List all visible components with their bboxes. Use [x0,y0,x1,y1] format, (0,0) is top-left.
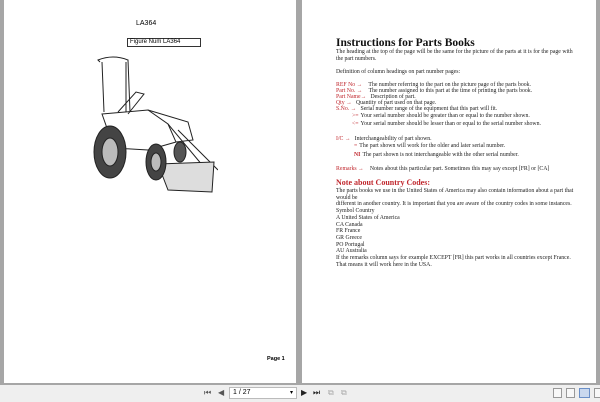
definition-row [336,136,432,143]
definition-row [336,166,549,173]
country-code-line: AU Australia [336,248,367,255]
country-code-line: GR Greece [336,234,362,241]
definition-term: I/C → [336,136,351,142]
page-number-label: Page 1 [267,356,285,362]
definition-text: The number assigned to this part at the time of printing the parts book. [368,88,533,94]
country-code-line: PO Portugal [336,241,365,248]
definition-text: Notes about this particular part. Sometimes this may say except [FR] or [CA] [369,166,550,172]
definition-row [354,143,505,150]
two-page-continuous-view-icon[interactable] [594,388,600,398]
right-page [302,0,596,383]
left-page [4,0,296,383]
country-codes-heading: Note about Country Codes: [336,178,430,187]
definition-term: = [354,143,358,149]
definition-term: Qty → [336,100,352,106]
definition-term: NI [354,152,361,158]
country-code-line: Symbol Country [336,208,375,215]
definition-term: REF No → [336,82,363,88]
definition-row [352,121,541,128]
country-code-line: would be [336,194,358,201]
two-page-view-icon[interactable] [579,388,590,398]
definition-text: The part shown is not interchangeable with the other serial number. [362,152,519,158]
country-code-line: FR France [336,228,361,235]
definition-heading: Definition of column headings on part number pages: [336,69,461,75]
definition-text: Description of part. [370,94,416,100]
definition-term: Part Name→ [336,94,367,100]
viewer-toolbar [0,385,600,402]
first-page-icon[interactable]: ⏮ [204,388,212,397]
single-page-view-icon[interactable] [553,388,562,398]
country-code-line: That means it will work here in the USA. [336,261,432,268]
next-view-icon[interactable]: ⧉ [341,388,347,397]
definition-row [336,106,497,113]
previous-view-icon[interactable]: ⧉ [328,388,334,397]
definition-text: Quantity of part used on that page. [355,100,437,106]
definition-term: Remarks → [336,166,364,172]
figure-value: LA364 [163,39,181,45]
instructions-title: Instructions for Parts Books [336,37,475,49]
country-code-line: The parts books we use in the United States of America may also contain information about a part that [336,188,574,194]
definition-term: S.No. → [336,106,357,112]
page-number-value: 1 / 27 [233,389,251,396]
country-code-line: A United States of America [336,214,400,221]
definition-text: The part shown will work for the older and later serial number. [359,143,506,149]
intro-line: the part numbers. [336,56,377,62]
page-number-input[interactable] [229,387,297,399]
figure-number-box [127,38,201,47]
chevron-down-icon[interactable]: ▾ [289,390,293,396]
intro-line: The heading at the top of the page will be the same for the picture of the parts at it is for the page with [336,49,573,55]
definition-row [354,152,519,159]
definition-text: Serial number range of the equipment that this part will fit. [360,106,498,112]
figure-title: LA364 [136,20,157,27]
definition-text: Your serial number should be lesser than or equal to the serial number shown. [360,121,541,127]
definition-text: Interchangeability of part shown. [354,136,432,142]
last-page-icon[interactable]: ⏭ [313,388,321,397]
continuous-view-icon[interactable] [566,388,575,398]
definition-row [352,113,530,120]
country-code-line: If the remarks column says for example EXCEPT [FR] this part works in all countries except France. [336,255,571,261]
country-code-line: different in another country. It is important that you are aware of the country codes in some instances. [336,201,572,208]
definition-term: Part No. → [336,88,363,94]
tractor-loader-illustration [18,52,218,202]
previous-page-icon[interactable]: ◀ [218,388,225,397]
definition-text: The number referring to the part on the picture page of the parts book. [368,82,531,88]
next-page-icon[interactable]: ▶ [301,388,308,397]
figure-label: Figure Num [130,39,162,45]
definition-term: >= [352,113,359,119]
definition-term: <= [352,121,359,127]
country-code-line: CA Canada [336,221,363,228]
definition-text: Your serial number should be greater than or equal to the number shown. [360,113,530,119]
